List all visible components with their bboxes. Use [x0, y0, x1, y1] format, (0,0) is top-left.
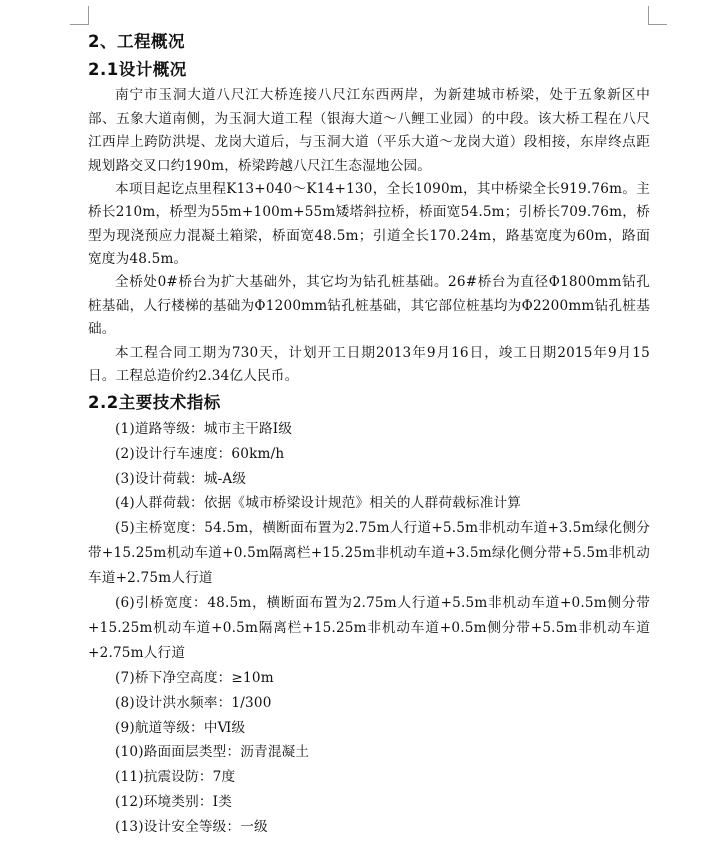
indicators-heading: 2.2主要技术指标	[88, 392, 221, 412]
indicator-item-13: (13)设计安全等级：一级	[115, 819, 268, 836]
indicator-item-4: (4)人群荷载：依据《城市桥梁设计规范》相关的人群荷载标准计算	[115, 495, 522, 512]
indicator-item-10: (10)路面面层类型：沥青混凝土	[115, 744, 310, 761]
indicator-item-2: (2)设计行车速度：60km/h	[115, 445, 285, 462]
indicator-list	[88, 417, 650, 840]
indicator-item-9: (9)航道等级：中Ⅵ级	[115, 719, 246, 736]
indicator-item-1: (1)道路等级：城市主干路Ⅰ级	[115, 420, 293, 437]
section-title: 2、工程概况	[88, 32, 185, 51]
indicator-item-7: (7)桥下净空高度：≥10m	[115, 669, 274, 686]
indicator-item-5: (5)主桥宽度：54.5m，横断面布置为2.75m人行道+5.5m非机动车道+3.5m绿化侧分带+15.25m机动车道+0.5m隔离栏+15.25m非机动车道+3.5m绿化侧分带+5.5m非机动车道+2.75m人行道	[88, 520, 650, 587]
document-page	[88, 26, 650, 840]
page-corner-mark-right	[648, 6, 667, 25]
indicator-item-6: (6)引桥宽度：48.5m，横断面布置为2.75m人行道+5.5m非机动车道+0.5m侧分带+15.25m机动车道+0.5m隔离栏+15.25m非机动车道+0.5m侧分带+5.5m非机动车道+2.75m人行道	[88, 595, 650, 661]
indicator-item-12: (12)环境类别：Ⅰ类	[115, 794, 233, 811]
overview-paragraph-3: 全桥处0#桥台为扩大基础外，其它均为钻孔桩基础。26#桥台为直径Φ1800mm钻孔桩基础，人行楼梯的基础为Φ1200mm钻孔桩基础，其它部位桩基均为Φ2200mm钻孔桩基础。	[88, 274, 650, 338]
overview-paragraph-4: 本工程合同工期为730天，计划开工日期2013年9月16日，竣工日期2015年9月15日。工程总造价约2.34亿人民币。	[88, 344, 650, 385]
indicator-item-11: (11)抗震设防：7度	[115, 769, 236, 786]
page-corner-mark-left	[70, 6, 89, 25]
overview-paragraph-2: 本项目起讫点里程K13+040～K14+130，全长1090m，其中桥梁全长919.76m。主桥长210m，桥型为55m+100m+55m矮塔斜拉桥，桥面宽54.5m；引桥长709.76m，桥型为现浇预应力混凝土箱梁，桥面宽48.5m；引道全长170.24m，路基宽度为60m，路面宽度为48.5m。	[88, 181, 650, 267]
indicator-item-8: (8)设计洪水频率：1/300	[115, 694, 272, 711]
overview-heading: 2.1设计概况	[88, 60, 187, 79]
overview-paragraph-1: 南宁市玉洞大道八尺江大桥连接八尺江东西两岸，为新建城市桥梁，处于五象新区中部、五象大道南侧，为玉洞大道工程（银海大道～八鲤工业园）的中段。该大桥工程在八尺江西岸上跨防洪堤、龙岗大道后，与玉洞大道（平乐大道～龙岗大道）段相接，东岸终点距规划路交叉口约190m，桥梁跨越八尺江生态湿地公园。	[88, 87, 650, 174]
indicator-item-3: (3)设计荷载：城-A级	[115, 470, 247, 487]
